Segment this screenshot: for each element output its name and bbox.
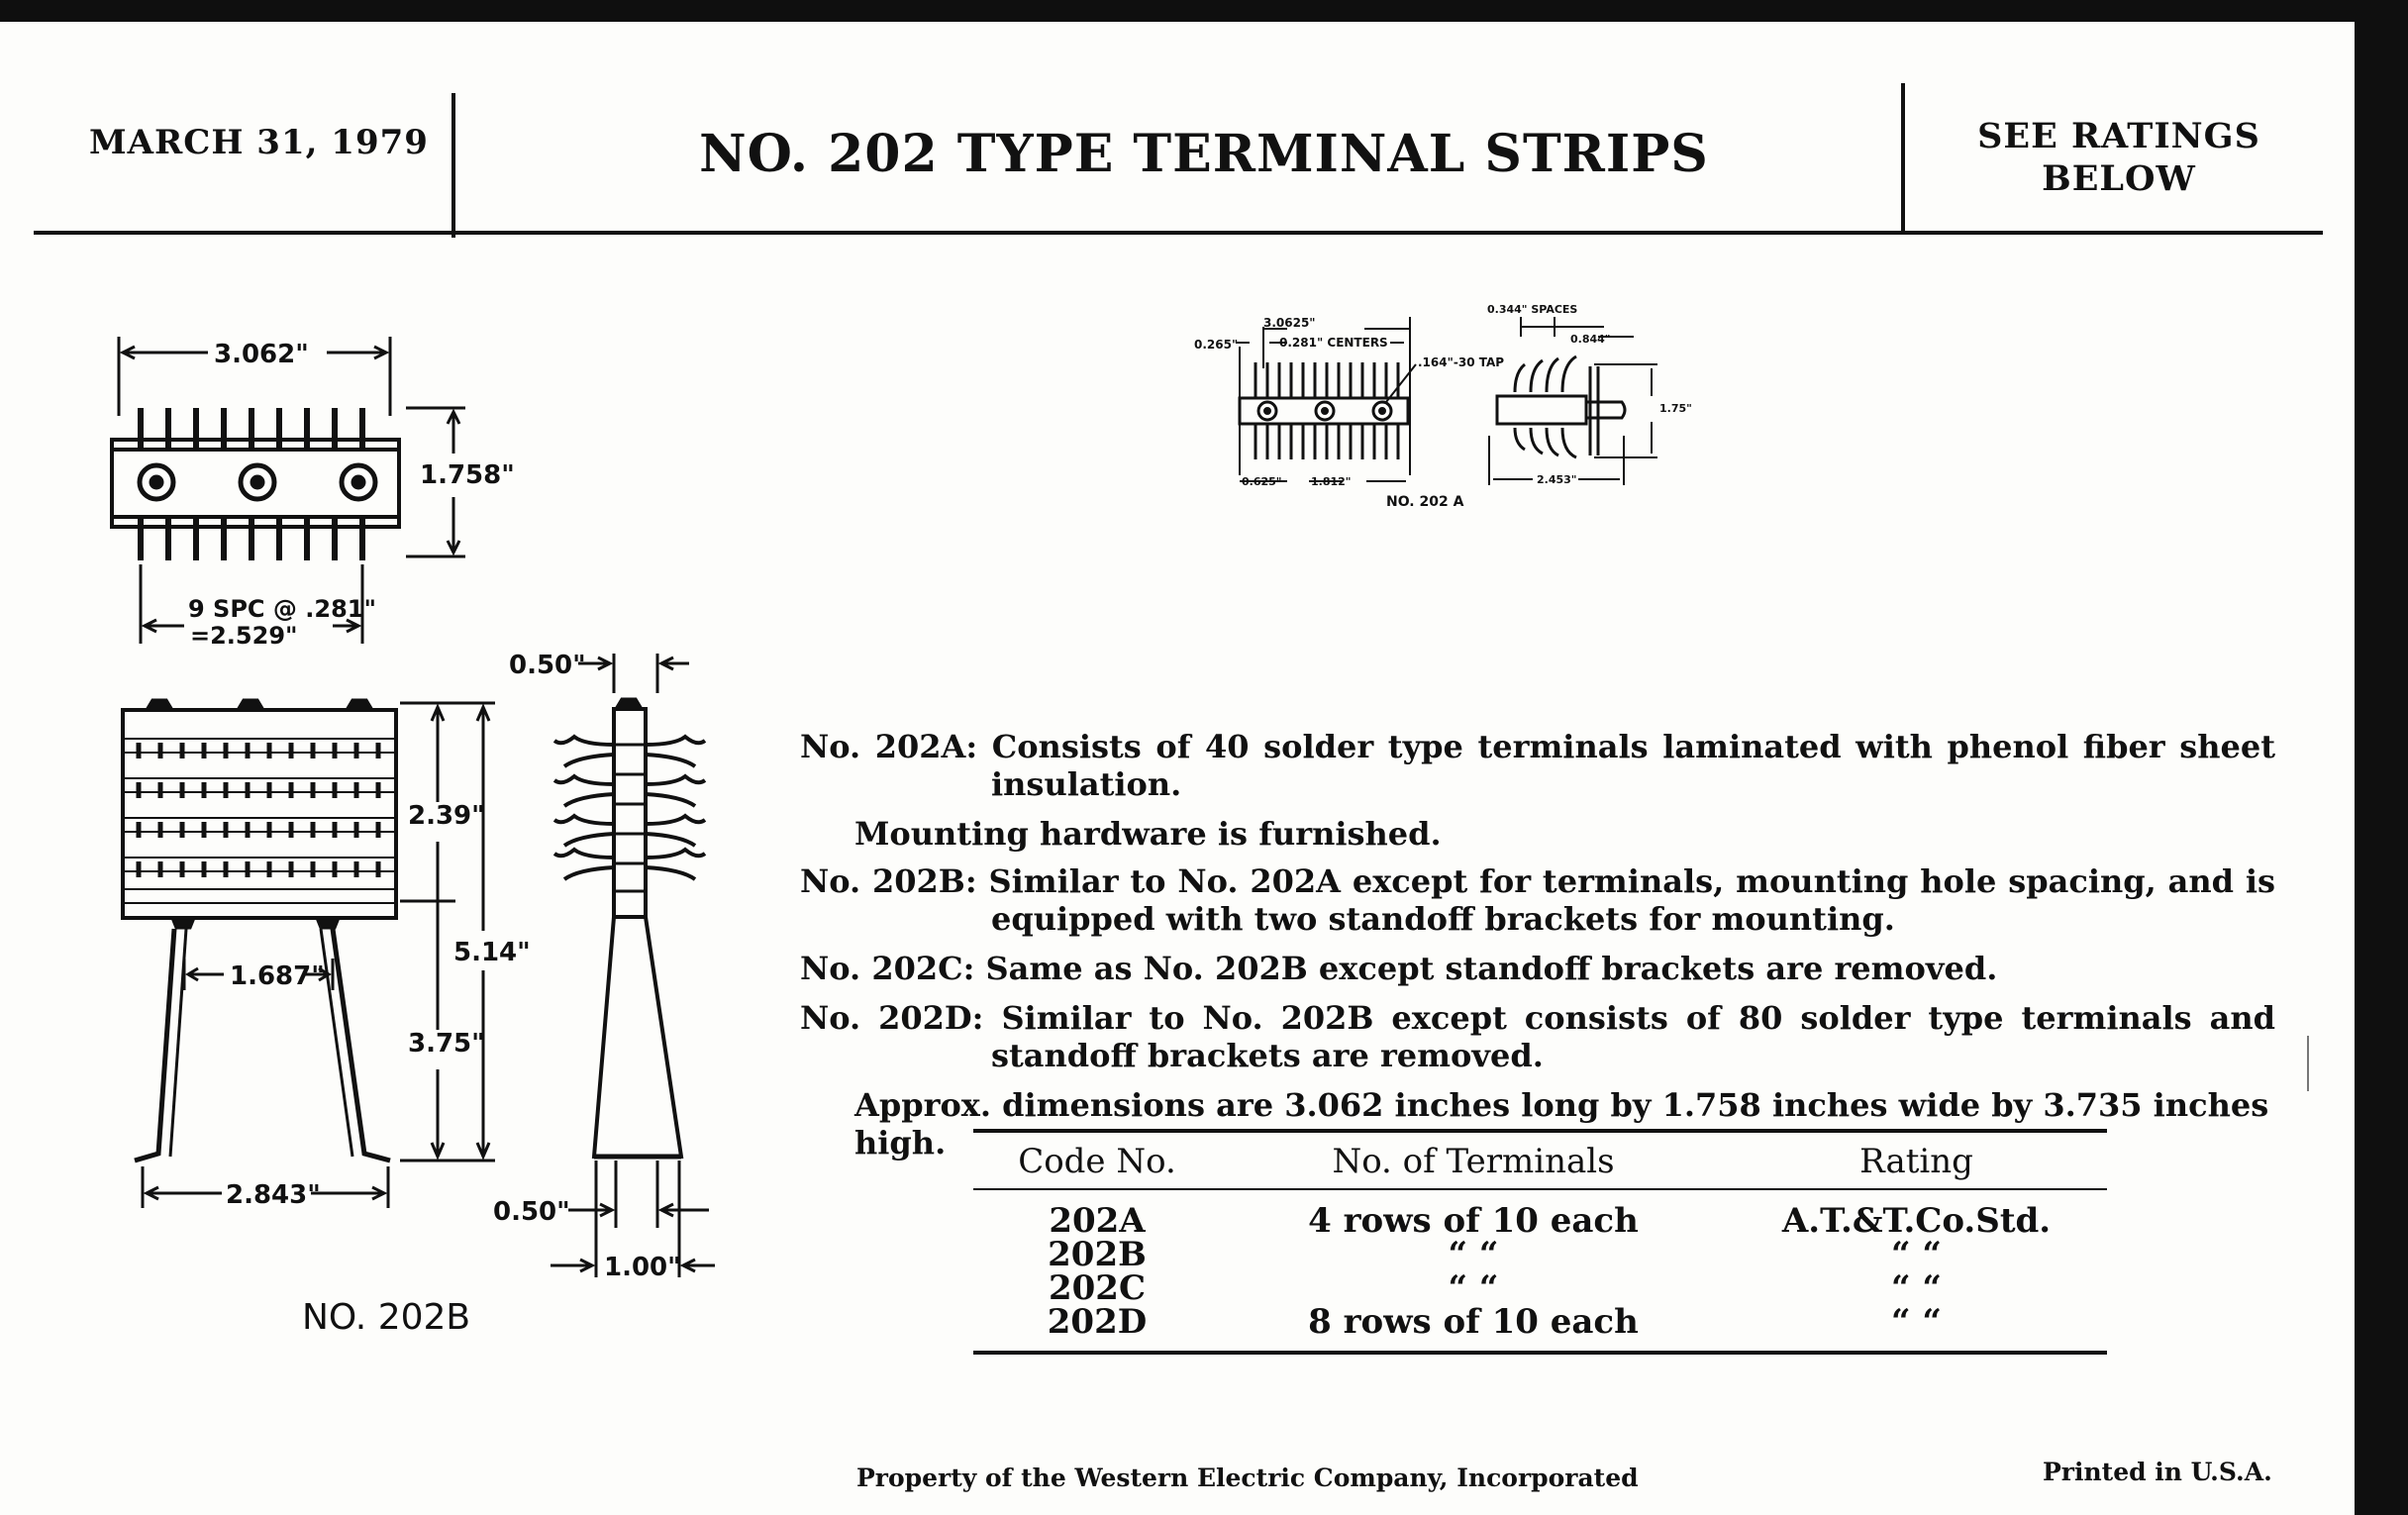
cell-code: 202B [1048, 1235, 1147, 1274]
dim-202a-bottom-left: 0.625" [1242, 475, 1282, 488]
dim-202a-overall: 3.0625" [1263, 316, 1316, 330]
dim-202a-offset: 0.265" [1194, 338, 1239, 352]
footer-printed-notice: Printed in U.S.A. [2043, 1458, 2272, 1486]
drawing-202b-front-view [123, 700, 495, 1208]
code-202a: No. 202A: [800, 728, 978, 765]
dim-202a-spaces: 0.344" SPACES [1487, 303, 1578, 316]
code-202b: No. 202B: [800, 862, 977, 900]
drawing-202a-caption: NO. 202 A [1386, 494, 1464, 510]
cell-code: 202C [1048, 1268, 1147, 1308]
dim-leg-height-label: 3.75" [408, 1029, 485, 1059]
ratings-table [973, 1129, 2107, 1355]
dim-width-label: 1.758" [420, 460, 515, 490]
drawing-202b-side-view [551, 654, 715, 1277]
cell-rating: A.T.&T.Co.Std. [1781, 1201, 2052, 1241]
dim-202a-height: 1.75" [1659, 402, 1692, 415]
dim-202a-side-length: 2.453" [1537, 473, 1577, 486]
header-date: MARCH 31, 1979 [89, 123, 429, 162]
dim-body-height-label: 2.39" [408, 801, 485, 831]
table-header-row [973, 1133, 2107, 1188]
cell-rating: “ “ [1891, 1302, 1942, 1342]
drawing-202b-caption: NO. 202B [302, 1297, 471, 1338]
dim-202a-side: 0.844" [1570, 333, 1611, 346]
dim-bottom-offset-label: 0.50" [493, 1197, 570, 1227]
dim-202a-centers: 0.281" CENTERS [1279, 336, 1388, 350]
text-202a: Consists of 40 solder type terminals laminated with phenol fiber sheet insulation. [991, 728, 2276, 803]
table-bottom-rule [973, 1351, 2107, 1355]
table-header-rule [973, 1188, 2107, 1190]
description-202c [800, 950, 2275, 987]
approx-dimensions: Approx. dimensions are 3.062 inches long by 1.758 inches wide by 3.735 inches high. [854, 1086, 2269, 1162]
description-202a [800, 728, 2275, 803]
code-202d: No. 202D: [800, 999, 984, 1037]
ratings-line-2: BELOW [2042, 158, 2196, 199]
column-header-rating: Rating [1859, 1142, 1973, 1181]
dim-total-height-label: 5.14" [453, 938, 531, 967]
dim-top-thickness-label: 0.50" [509, 651, 586, 680]
dim-202a-bottom-mid: 1.812" [1311, 475, 1352, 488]
cell-code: 202D [1047, 1302, 1148, 1342]
cell-rating: “ “ [1891, 1235, 1942, 1274]
dim-inner-span-label: 1.687" [230, 961, 325, 991]
table-row [973, 1235, 2107, 1274]
column-header-terminals: No. of Terminals [1332, 1142, 1615, 1181]
dim-base-width-label: 2.843" [226, 1180, 321, 1210]
cell-terminals: 4 rows of 10 each [1308, 1201, 1639, 1241]
note-202a: Mounting hardware is furnished. [854, 815, 1442, 853]
dim-bottom-width-label: 1.00" [604, 1253, 681, 1282]
text-202b: Similar to No. 202A except for terminals, mounting hole spacing, and is equipped with two standoff brackets for mounting. [988, 862, 2276, 938]
description-202d [800, 999, 2275, 1074]
product-descriptions [800, 728, 2275, 1162]
ratings-line-1: SEE RATINGS [1977, 116, 2260, 156]
description-202b [800, 862, 2275, 938]
dim-202a-tap: .164"-30 TAP [1418, 355, 1505, 369]
table-row [973, 1268, 2107, 1308]
cell-code: 202A [1049, 1201, 1146, 1241]
column-header-code: Code No. [1018, 1142, 1176, 1181]
text-202c: Same as No. 202B except standoff brackets are removed. [985, 950, 1998, 987]
dim-length-label: 3.062" [214, 340, 309, 369]
text-202d: Similar to No. 202B except consists of 80 solder type terminals and standoff brackets are removed. [991, 999, 2276, 1074]
cell-terminals: “ “ [1448, 1235, 1499, 1274]
page-title: NO. 202 TYPE TERMINAL STRIPS [699, 124, 1709, 184]
cell-terminals: “ “ [1448, 1268, 1499, 1308]
table-row [973, 1302, 2107, 1342]
code-202c: No. 202C: [800, 950, 975, 987]
footer-property-notice: Property of the Western Electric Company, Incorporated [856, 1464, 1639, 1492]
dim-spacing-label: 9 SPC @ .281" [188, 595, 376, 623]
dim-spacing-total-label: =2.529" [190, 622, 298, 650]
cell-rating: “ “ [1891, 1268, 1942, 1308]
table-row [973, 1201, 2107, 1241]
cell-terminals: 8 rows of 10 each [1308, 1302, 1639, 1342]
